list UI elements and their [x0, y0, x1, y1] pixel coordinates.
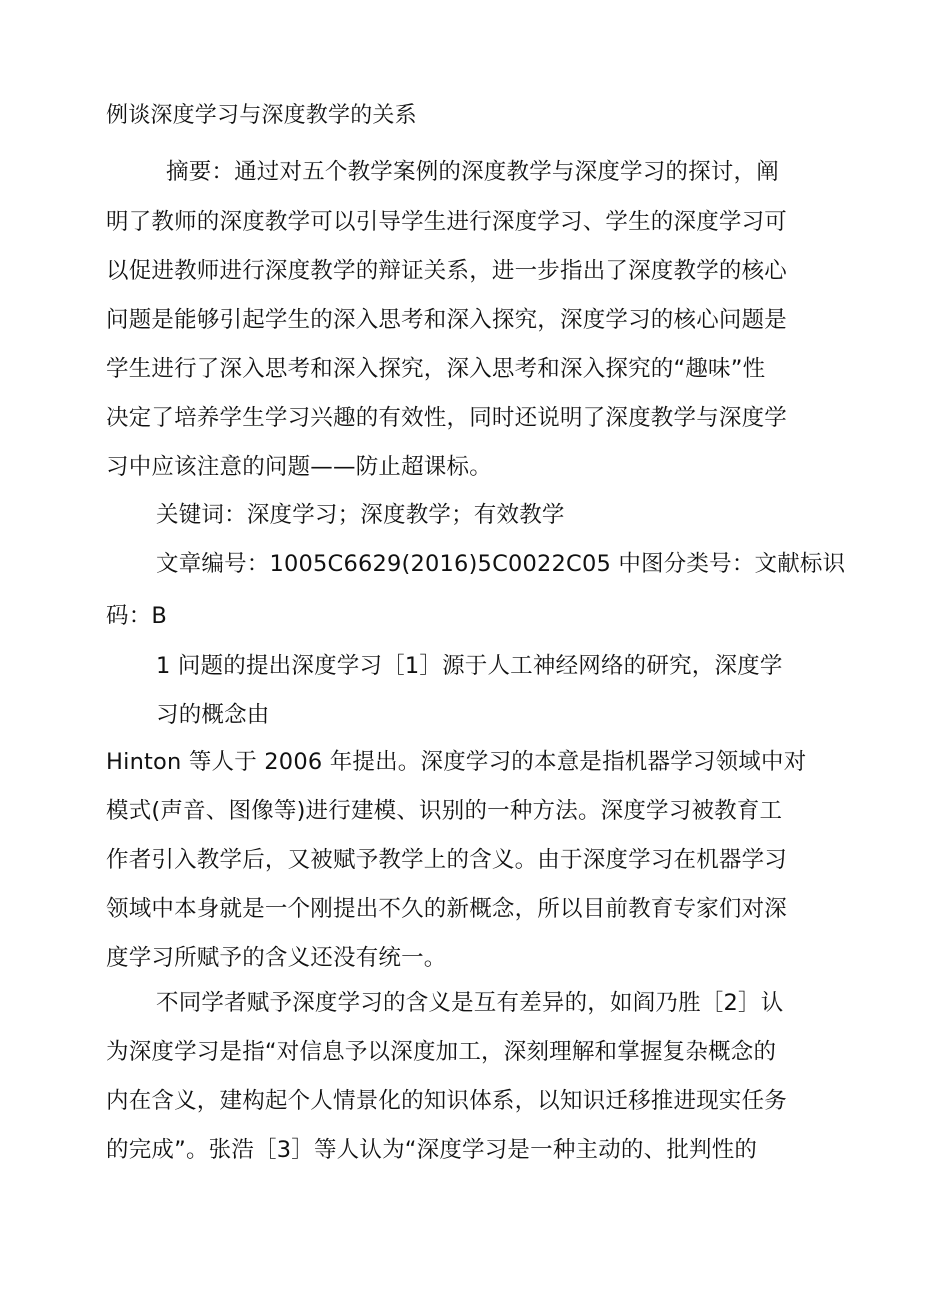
- article-info-line: 文章编号：1005C6629(2016)5C0022C05 中图分类号：文献标识: [156, 551, 846, 577]
- article-info-line: 码：B: [106, 603, 168, 629]
- paragraph-line: 不同学者赋予深度学习的含义是互有差异的，如阎乃胜［2］认: [156, 990, 784, 1016]
- paragraph-line: 内在含义，建构起个人情景化的知识体系，以知识迁移推进现实任务: [106, 1088, 788, 1114]
- abstract-line: 学生进行了深入思考和深入探究，深入思考和深入探究的“趣味”性: [106, 356, 766, 382]
- paragraph-line: 为深度学习是指“对信息予以深度加工，深刻理解和掌握复杂概念的: [106, 1039, 777, 1065]
- document-title: 例谈深度学习与深度教学的关系: [106, 103, 417, 128]
- section-line: 领域中本身就是一个刚提出不久的新概念，所以目前教育专家们对深: [106, 896, 788, 922]
- abstract-line: 以促进教师进行深度教学的辩证关系，进一步指出了深度教学的核心: [106, 258, 788, 284]
- section-line: 度学习所赋予的含义还没有统一。: [106, 945, 447, 971]
- section-line: 模式(声音、图像等)进行建模、识别的一种方法。深度学习被教育工: [106, 798, 783, 824]
- keywords: 关键词：深度学习；深度教学；有效教学: [156, 502, 565, 528]
- section-heading-line: 1 问题的提出深度学习［1］源于人工神经网络的研究，深度学: [156, 653, 783, 679]
- abstract-line: 明了教师的深度教学可以引导学生进行深度学习、学生的深度学习可: [106, 209, 788, 235]
- section-line: 习的概念由: [156, 702, 270, 728]
- paragraph-line: 的完成”。张浩［3］等人认为“深度学习是一种主动的、批判性的: [106, 1137, 758, 1163]
- abstract-line: 问题是能够引起学生的深入思考和深入探究，深度学习的核心问题是: [106, 307, 788, 333]
- abstract-line: 摘要：通过对五个教学案例的深度教学与深度学习的探讨，阐: [166, 159, 779, 185]
- section-line: 作者引入教学后，又被赋予教学上的含义。由于深度学习在机器学习: [106, 847, 788, 873]
- abstract-line: 决定了培养学生学习兴趣的有效性，同时还说明了深度教学与深度学: [106, 405, 788, 431]
- abstract-line: 习中应该注意的问题——防止超课标。: [106, 454, 492, 480]
- section-line: Hinton 等人于 2006 年提出。深度学习的本意是指机器学习领域中对: [106, 749, 807, 775]
